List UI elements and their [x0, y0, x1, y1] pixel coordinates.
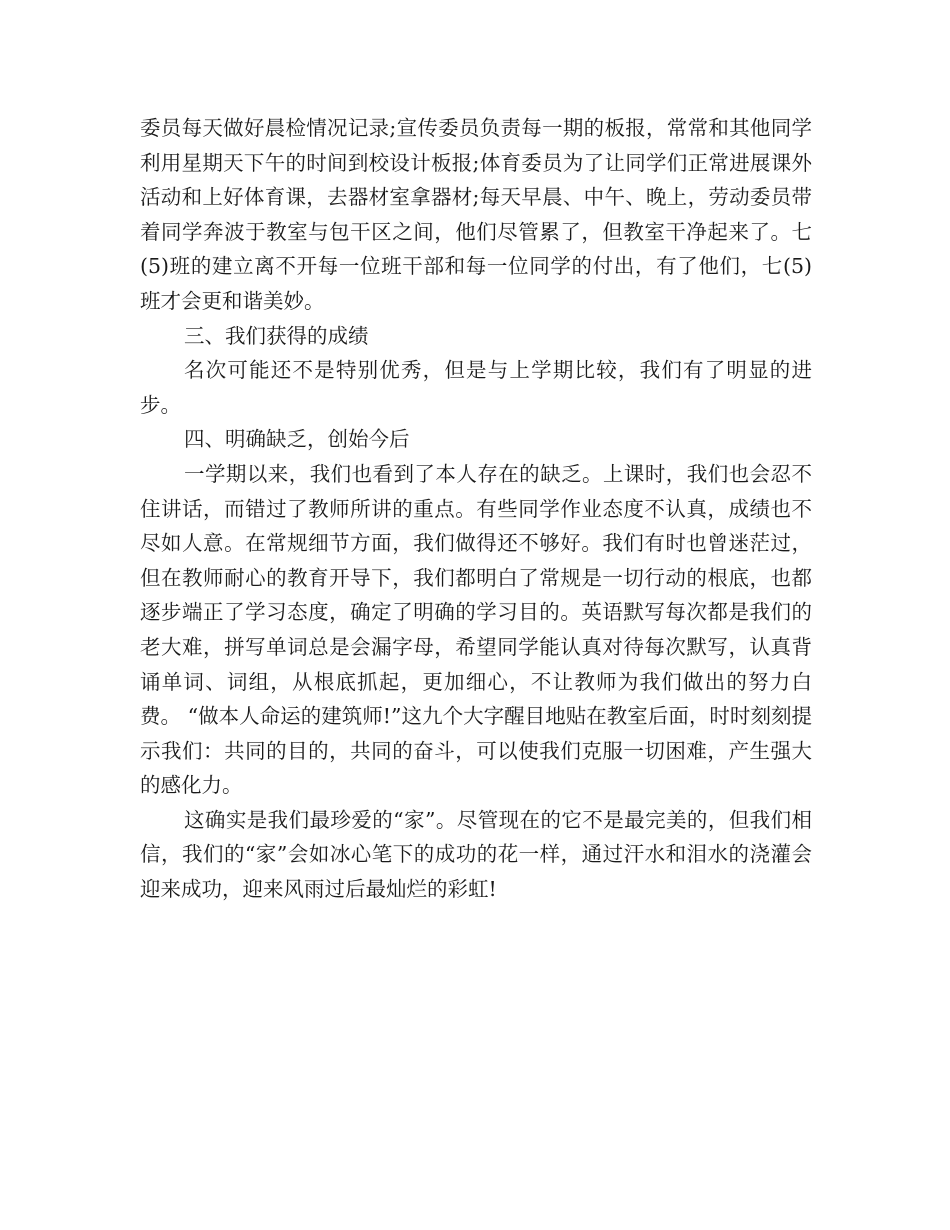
paragraph-achievements: 名次可能还不是特别优秀，但是与上学期比较，我们有了明显的进步。: [140, 358, 812, 417]
document-body: [140, 111, 812, 907]
paragraph-class-committee: 委员每天做好晨检情况记录;宣传委员负责每一期的板报，常常和其他同学利用星期天下午的时间到校设计板报;体育委员为了让同学们正常进展课外活动和上好体育课，去器材室拿器材;每天早晨、中午、晚上，劳动委员带着同学奔波于教室与包干区之间，他们尽管累了，但教室干净起来了。七(5)班的建立离不开每一位班干部和每一位同学的付出，有了他们，七(5)班才会更和谐美妙。: [140, 116, 812, 313]
paragraph-shortcomings: 一学期以来，我们也看到了本人存在的缺乏。上课时，我们也会忍不住讲话，而错过了教师所讲的重点。有些同学作业态度不认真，成绩也不尽如人意。在常规细节方面，我们做得还不够好。我们有时也曾迷茫过，但在教师耐心的教育开导下，我们都明白了常规是一切行动的根底，也都逐步端正了学习态度，确定了明确的学习目的。英语默写每次都是我们的老大难，拼写单词总是会漏字母，希望同学能认真对待每次默写，认真背诵单词、词组，从根底抓起，更加细心，不让教师为我们做出的努力白费。 “做本人命运的建筑师!”这九个大字醒目地贴在教室后面，时时刻刻提示我们：共同的目的，共同的奋斗，可以使我们克服一切困难，产生强大的感化力。: [140, 461, 812, 798]
section-heading-shortcomings: 四、明确缺乏，创始今后: [184, 427, 410, 452]
paragraph-conclusion: 这确实是我们最珍爱的“家”。尽管现在的它不是最完美的，但我们相信，我们的“家”会如冰心笔下的成功的花一样，通过汗水和泪水的浇灌会迎来成功，迎来风雨过后最灿烂的彩虹!: [140, 807, 812, 902]
section-heading-achievements: 三、我们获得的成绩: [184, 323, 369, 348]
